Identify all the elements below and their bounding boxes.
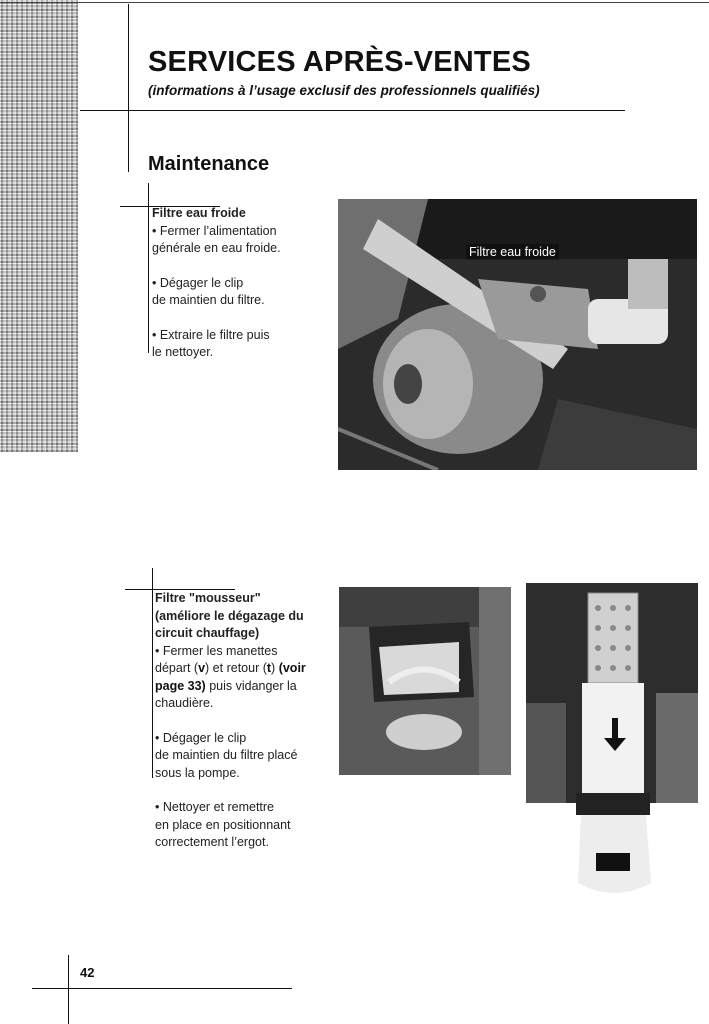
text-fragment: départ ( [155,661,199,675]
text-fragment: ) [271,661,279,675]
block1-step3-line2: le nettoyer. [152,345,214,359]
block2-vertical-rule [152,568,153,778]
block2-text [155,590,306,852]
page-number: 42 [80,965,95,980]
block2-step3-line1: • Nettoyer et remettre [155,800,275,814]
block1-step3-line1: • Extraire le filtre puis [152,327,270,342]
block1-step1-line2: générale en eau froide. [152,241,281,255]
footer-rule [32,988,292,989]
valve-v-label: v [198,661,206,675]
valve-t-label: t [266,661,272,675]
photo-pump-filter-clip [339,587,511,775]
page-reference-number: page 33) [155,678,206,693]
block2-step1-line1: • Fermer les manettes [155,643,278,658]
page-reference: (voir [278,661,306,675]
block2-step3-line2: en place en positionnant [155,817,291,832]
footer-vertical-rule [68,955,69,1024]
text-fragment: ) et retour ( [205,661,267,675]
block2-step2-line3: sous la pompe. [155,765,240,780]
page-subtitle: (informations à l’usage exclusif des professionnels qualifiés) [148,83,540,98]
block2-heading-line1: Filtre "mousseur" [155,591,261,605]
section-title: Maintenance [148,153,270,175]
block1-vertical-rule [148,183,149,353]
block2-heading-line2: (améliore le dégazage du [155,608,304,623]
block1-step2-line1: • Dégager le clip [152,275,244,290]
scan-edge-texture [0,0,78,452]
block2-heading-line3: circuit chauffage) [155,626,260,640]
header-rule [80,110,625,111]
top-edge-line [0,2,709,3]
block2-step2-line2: de maintien du filtre placé [155,748,298,762]
block1-heading: Filtre eau froide [152,206,246,220]
block1-step1-line1: • Fermer l’alimentation [152,223,277,238]
block1-step2-line2: de maintien du filtre. [152,293,265,307]
text-fragment: puis vidanger la [205,678,297,693]
block2-step2-line1: • Dégager le clip [155,730,247,745]
photo-filter-cartridge [526,583,698,918]
photo-caption: Filtre eau froide [466,244,559,260]
block2-step1-line2 [155,660,306,678]
block1-text [152,205,281,362]
block2-step1-line3 [155,678,306,696]
block2-step1-line4: chaudière. [155,696,214,710]
header-vertical-rule [128,4,129,172]
block2-step3-line3: correctement l’ergot. [155,835,269,849]
photo-cold-water-filter [338,199,697,470]
page-title: SERVICES APRÈS-VENTES [148,46,531,78]
